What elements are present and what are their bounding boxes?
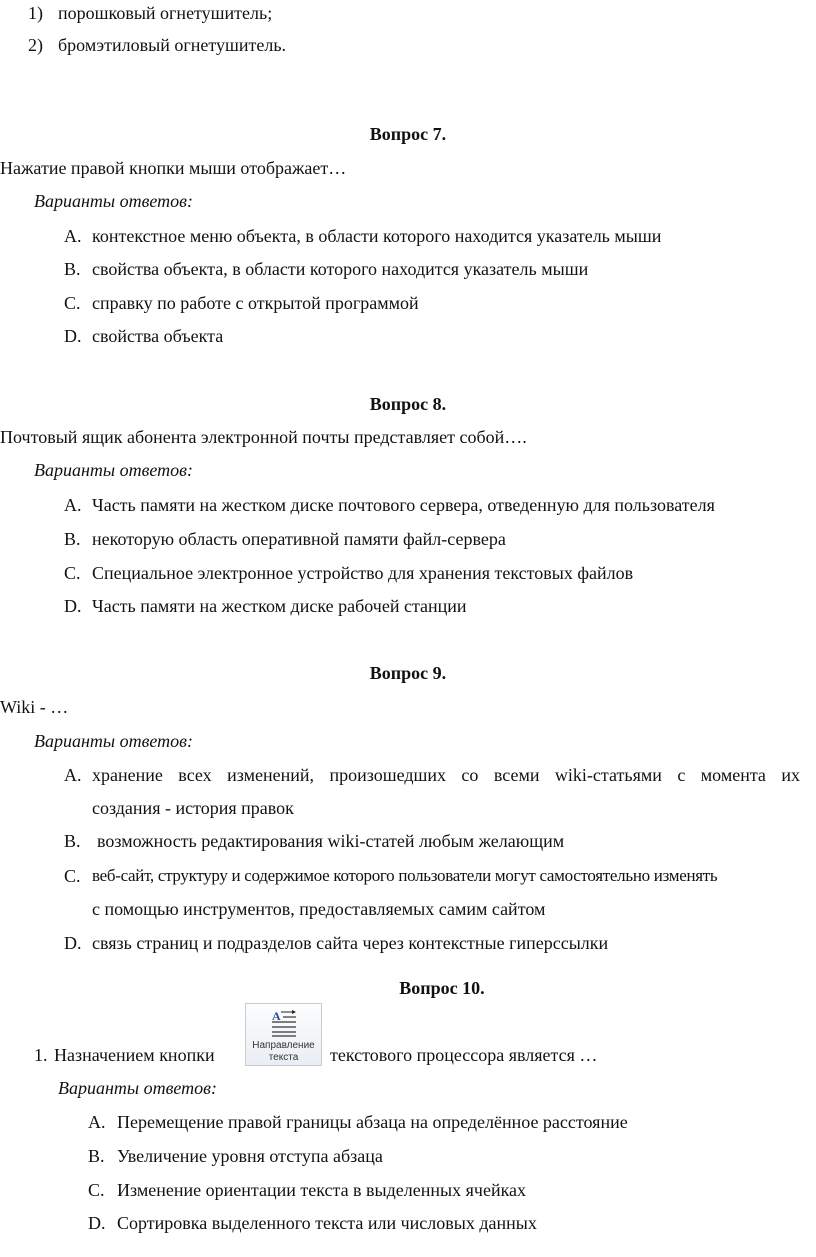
answer-text: Сортировка выделенного текста или числовых данных — [117, 1213, 537, 1233]
variants-label: Варианты ответов: — [34, 191, 193, 211]
answer-letter: D. — [64, 933, 82, 953]
answer-text: свойства объекта — [92, 326, 224, 346]
answer-letter: B. — [64, 529, 81, 549]
answer-letter: D. — [88, 1213, 106, 1233]
option-text: порошковый огнетушитель; — [58, 3, 273, 23]
answer-text: свойства объекта, в области которого находится указатель мыши — [92, 259, 589, 279]
answer-text: Специальное электронное устройство для хранения текстовых файлов — [92, 563, 634, 583]
answer-letter: B. — [88, 1146, 105, 1166]
text-direction-button[interactable] — [245, 1003, 322, 1066]
answer-text: хранение всех изменений, произошедших со всеми wiki-статьями с момента их — [92, 765, 800, 785]
option-number: 1) — [28, 3, 43, 23]
answer-text: Часть памяти на жестком диске рабочей станции — [92, 596, 467, 616]
answer-letter: D. — [64, 326, 82, 346]
question-8-title: Вопрос 8. — [369, 394, 447, 414]
answer-letter: B. — [64, 259, 81, 279]
option-text: бромэтиловый огнетушитель. — [58, 35, 287, 55]
answer-letter: D. — [64, 596, 82, 616]
answer-text: справку по работе с открытой программой — [92, 293, 419, 313]
answer-letter: C. — [64, 563, 81, 583]
question-10-title: Вопрос 10. — [399, 978, 485, 998]
answer-letter: B. — [64, 831, 81, 851]
answer-letter: A. — [64, 765, 82, 785]
question-8-text: Почтовый ящик абонента электронной почты представляет собой…. — [0, 427, 527, 447]
answer-text: Часть памяти на жестком диске почтового сервера, отведенную для пользователя — [92, 495, 715, 515]
answer-text: некоторую область оперативной памяти файл-сервера — [92, 529, 506, 549]
question-10-text-start: Назначением кнопки — [54, 1045, 215, 1065]
answer-text: Перемещение правой границы абзаца на определённое расстояние — [117, 1112, 628, 1132]
answer-letter: A. — [88, 1112, 106, 1132]
button-label-line-1: Направление — [252, 1040, 315, 1051]
question-7-title: Вопрос 7. — [369, 124, 447, 144]
answer-text-continued: создания - история правок — [92, 798, 294, 818]
question-10-text-end: текстового процессора является … — [330, 1045, 598, 1065]
answer-text: контекстное меню объекта, в области которого находится указатель мыши — [92, 226, 662, 246]
question-number: 1. — [34, 1045, 48, 1065]
answer-text: Изменение ориентации текста в выделенных ячейках — [117, 1180, 527, 1200]
question-7-text: Нажатие правой кнопки мыши отображает… — [0, 158, 347, 178]
answer-text: веб-сайт, структуру и содержимое которого пользователи могут самостоятельно изменять — [92, 866, 718, 885]
answer-letter: C. — [88, 1180, 105, 1200]
answer-letter: C. — [64, 866, 81, 886]
answer-text-continued: с помощью инструментов, предоставляемых самим сайтом — [92, 899, 546, 919]
answer-text: возможность редактирования wiki-статей любым желающим — [97, 831, 565, 851]
answer-letter: C. — [64, 293, 81, 313]
answer-letter: A. — [64, 226, 82, 246]
button-label-line-2: текста — [268, 1052, 299, 1063]
option-number: 2) — [28, 35, 43, 55]
svg-text:A: A — [272, 1009, 281, 1023]
answer-letter: A. — [64, 495, 82, 515]
question-9-title: Вопрос 9. — [369, 663, 447, 683]
text-direction-icon — [271, 1009, 297, 1037]
variants-label: Варианты ответов: — [34, 731, 193, 751]
variants-label: Варианты ответов: — [58, 1078, 217, 1098]
answer-text: Увеличение уровня отступа абзаца — [117, 1146, 383, 1166]
variants-label: Варианты ответов: — [34, 460, 193, 480]
answer-text: связь страниц и подразделов сайта через контекстные гиперссылки — [92, 933, 609, 953]
question-9-text: Wiki - … — [0, 697, 69, 717]
